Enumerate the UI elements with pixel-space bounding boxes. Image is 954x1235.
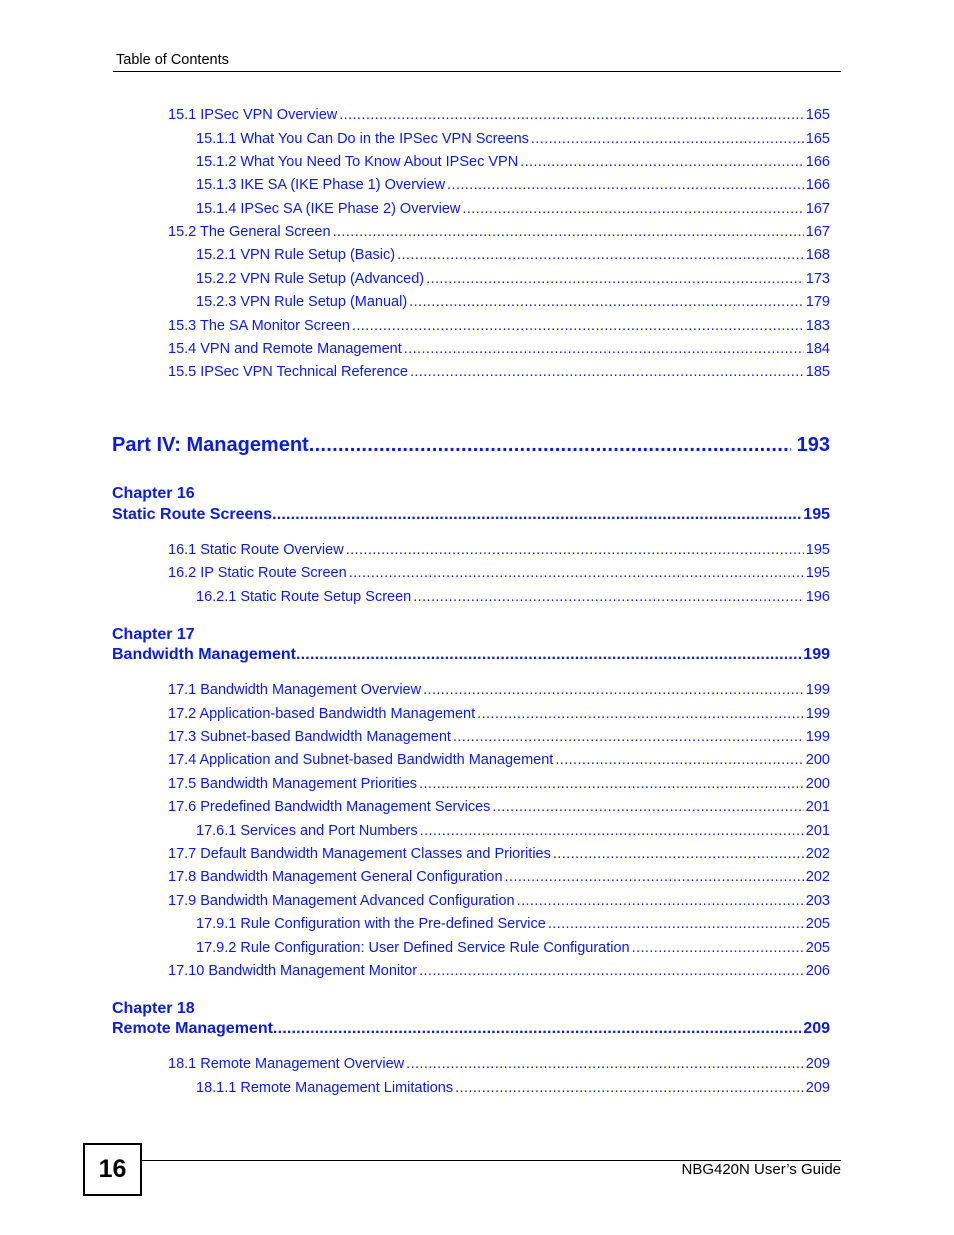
part-label: Part IV: Management (112, 434, 309, 456)
toc-entry-page: 168 (805, 247, 830, 263)
toc-entry[interactable] (196, 589, 830, 605)
part-page: 193 (796, 434, 830, 456)
chapter-title-label: Remote Management (112, 1020, 273, 1037)
toc-leader (453, 729, 804, 745)
toc-leader (419, 776, 804, 792)
toc-leader (413, 589, 804, 605)
toc-leader (272, 506, 801, 524)
chapter-number: Chapter 17 (112, 626, 195, 643)
toc-entry[interactable] (168, 1056, 830, 1072)
toc-entry-page: 209 (805, 1056, 830, 1072)
toc-entry-page: 167 (805, 201, 830, 217)
toc-leader (346, 542, 804, 558)
toc-entry[interactable] (168, 565, 830, 581)
header-title: Table of Contents (116, 52, 229, 68)
toc-leader (409, 294, 804, 310)
toc-entry-label: 17.9 Bandwidth Management Advanced Configuration (168, 893, 515, 909)
toc-entry-page: 201 (805, 823, 830, 839)
toc-leader (423, 682, 804, 698)
toc-entry-label: 17.3 Subnet-based Bandwidth Management (168, 729, 451, 745)
toc-entry-page: 196 (805, 589, 830, 605)
toc-entry-label: 18.1.1 Remote Management Limitations (196, 1080, 454, 1096)
toc-entry[interactable] (196, 177, 830, 193)
toc-entry-label: 17.9.2 Rule Configuration: User Defined Service Rule Configuration (196, 940, 630, 956)
page-number: 16 (83, 1143, 142, 1196)
toc-leader (309, 434, 791, 457)
toc-leader (555, 752, 803, 768)
toc-leader (420, 823, 804, 839)
toc-entry-label: 15.3 The SA Monitor Screen (168, 318, 350, 334)
toc-entry-page: 206 (805, 963, 830, 979)
toc-entry[interactable] (196, 201, 830, 217)
toc-entry-label: 17.6 Predefined Bandwidth Management Services (168, 799, 491, 815)
chapter-title[interactable] (112, 1020, 830, 1038)
toc-entry-page: 183 (805, 318, 830, 334)
toc-entry-label: 15.1.3 IKE SA (IKE Phase 1) Overview (196, 177, 446, 193)
toc-leader (531, 131, 804, 147)
toc-leader (273, 1020, 801, 1038)
toc-entry-label: 15.2.1 VPN Rule Setup (Basic) (196, 247, 396, 263)
toc-entry-label: 17.10 Bandwidth Management Monitor (168, 963, 418, 979)
toc-entry-label: 16.2.1 Static Route Setup Screen (196, 589, 412, 605)
toc-entry[interactable] (168, 729, 830, 745)
toc-entry-label: 17.4 Application and Subnet-based Bandwidth Management (168, 752, 554, 768)
toc-entry-page: 199 (805, 729, 830, 745)
toc-entry[interactable] (196, 131, 830, 147)
toc-entry-label: 17.6.1 Services and Port Numbers (196, 823, 418, 839)
toc-entry[interactable] (168, 963, 830, 979)
toc-entry[interactable] (196, 940, 830, 956)
toc-entry[interactable] (168, 846, 830, 862)
chapter-title-label: Static Route Screens (112, 506, 273, 523)
toc-leader (632, 940, 804, 956)
toc-entry-page: 205 (805, 940, 830, 956)
toc-entry-label: 17.8 Bandwidth Management General Configuration (168, 869, 503, 885)
toc-entry-label: 15.1.4 IPSec SA (IKE Phase 2) Overview (196, 201, 461, 217)
toc-entry-label: 15.5 IPSec VPN Technical Reference (168, 364, 408, 380)
chapter-page: 195 (803, 506, 830, 523)
toc-entry-label: 17.5 Bandwidth Management Priorities (168, 776, 418, 792)
toc-entry[interactable] (196, 271, 830, 287)
chapter-number: Chapter 18 (112, 1000, 195, 1017)
chapter-page: 209 (803, 1020, 830, 1037)
chapter-title-label: Bandwidth Management (112, 646, 297, 663)
toc-entry-page: 203 (805, 893, 830, 909)
toc-entry-page: 202 (805, 869, 830, 885)
toc-entry[interactable] (168, 776, 830, 792)
guide-title: NBG420N User’s Guide (681, 1161, 841, 1178)
toc-entry-page: 195 (805, 565, 830, 581)
toc-entry-page: 205 (805, 916, 830, 932)
toc-entry[interactable] (168, 752, 830, 768)
toc-entry-page: 185 (805, 364, 830, 380)
toc-entry-label: 15.1 IPSec VPN Overview (168, 107, 338, 123)
toc-entry-page: 199 (805, 706, 830, 722)
toc-entry-label: 16.1 Static Route Overview (168, 542, 344, 558)
chapter-number: Chapter 16 (112, 485, 195, 502)
chapter-page: 199 (803, 646, 830, 663)
toc-entry-page: 195 (805, 542, 830, 558)
toc-entry[interactable] (168, 799, 830, 815)
toc-entry-label: 17.7 Default Bandwidth Management Classes and Priorities (168, 846, 551, 862)
toc-entry-label: 15.2 The General Screen (168, 224, 331, 240)
toc-entry-label: 17.2 Application-based Bandwidth Management (168, 706, 476, 722)
toc-leader (447, 177, 804, 193)
toc-entry-label: 15.4 VPN and Remote Management (168, 341, 402, 357)
toc-entry-page: 201 (805, 799, 830, 815)
toc-entry-page: 209 (805, 1080, 830, 1096)
toc-entry-label: 17.1 Bandwidth Management Overview (168, 682, 422, 698)
toc-entry[interactable] (168, 682, 830, 698)
chapter-title[interactable] (112, 506, 830, 524)
toc-entry[interactable] (196, 294, 830, 310)
part-heading[interactable] (112, 434, 830, 457)
toc-leader (410, 364, 804, 380)
toc-entry-label: 18.1 Remote Management Overview (168, 1056, 405, 1072)
toc-entry-label: 16.2 IP Static Route Screen (168, 565, 347, 581)
toc-entry-page: 199 (805, 682, 830, 698)
toc-leader (404, 341, 804, 357)
toc-leader (492, 799, 803, 815)
toc-leader (296, 646, 801, 664)
header-divider (113, 71, 841, 72)
toc-entry[interactable] (196, 916, 830, 932)
toc-entry[interactable] (168, 318, 830, 334)
toc-entry[interactable] (168, 893, 830, 909)
toc-leader (462, 201, 803, 217)
toc-entry-page: 167 (805, 224, 830, 240)
toc-leader (553, 846, 804, 862)
toc-entry[interactable] (196, 1080, 830, 1096)
toc-entry-page: 165 (805, 107, 830, 123)
toc-entry-page: 166 (805, 177, 830, 193)
toc-entry[interactable] (168, 341, 830, 357)
toc-entry-page: 165 (805, 131, 830, 147)
toc-entry-page: 200 (805, 752, 830, 768)
toc-entry[interactable] (168, 107, 830, 123)
toc-entry-label: 15.1.2 What You Need To Know About IPSec VPN (196, 154, 519, 170)
toc-entry[interactable] (168, 542, 830, 558)
toc-leader (505, 869, 804, 885)
toc-entry[interactable] (196, 247, 830, 263)
toc-entry-page: 184 (805, 341, 830, 357)
toc-leader (520, 154, 804, 170)
toc-leader (419, 963, 804, 979)
toc-entry-label: 17.9.1 Rule Configuration with the Pre-defined Service (196, 916, 546, 932)
toc-entry[interactable] (168, 224, 830, 240)
toc-entry-page: 179 (805, 294, 830, 310)
toc-leader (548, 916, 804, 932)
toc-entry[interactable] (168, 706, 830, 722)
toc-leader (339, 107, 804, 123)
toc-leader (426, 271, 804, 287)
toc-leader (352, 318, 804, 334)
toc-entry-label: 15.2.2 VPN Rule Setup (Advanced) (196, 271, 425, 287)
toc-leader (477, 706, 804, 722)
toc-entry-label: 15.2.3 VPN Rule Setup (Manual) (196, 294, 408, 310)
toc-entry[interactable] (168, 364, 830, 380)
toc-entry-label: 15.1.1 What You Can Do in the IPSec VPN Screens (196, 131, 529, 147)
toc-leader (406, 1056, 804, 1072)
toc-entry[interactable] (196, 154, 830, 170)
toc-leader (517, 893, 804, 909)
chapter-title[interactable] (112, 646, 830, 664)
toc-entry-page: 200 (805, 776, 830, 792)
toc-entry-page: 202 (805, 846, 830, 862)
toc-leader (333, 224, 804, 240)
toc-entry-page: 173 (805, 271, 830, 287)
toc-entry-page: 166 (805, 154, 830, 170)
toc-leader (455, 1080, 804, 1096)
toc-entry[interactable] (168, 869, 830, 885)
toc-leader (397, 247, 804, 263)
toc-leader (349, 565, 804, 581)
toc-entry[interactable] (196, 823, 830, 839)
